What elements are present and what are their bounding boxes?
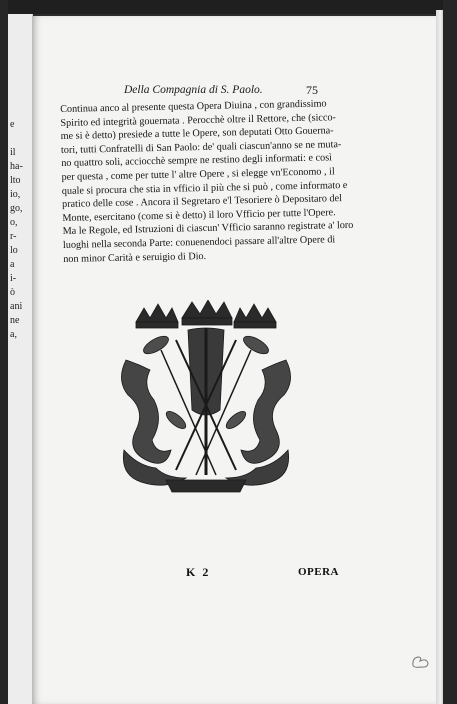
text-line: pratico delle cose . Ancora il Segretaro e'l Tesoriere ò Depositaro del — [62, 193, 343, 211]
text-line: non minor Carità e seruigio di Dio. — [63, 250, 207, 265]
left-page-fragment: lto — [10, 175, 21, 186]
left-page-fragment: io, — [10, 189, 21, 200]
pencil-mark-icon — [410, 652, 432, 670]
body-paragraph — [60, 97, 363, 266]
signature-mark: K 2 — [186, 565, 211, 579]
crowned-emblem-woodcut — [116, 300, 296, 495]
left-page-fragment: i- — [10, 273, 17, 284]
text-line: no quattro soli, acciocchè sempre ne restino degli informati: e così — [61, 152, 333, 170]
left-page-fragment: ani — [10, 301, 23, 312]
left-page-fragment: r- — [10, 231, 17, 242]
text-line: tori, tutti Confratelli di San Paolo: de' quali ciascun'anno se ne muta- — [60, 138, 342, 156]
scan-background-top — [0, 0, 457, 14]
left-page-fragment: a — [10, 259, 15, 270]
scan-background-right — [443, 0, 457, 704]
catchword: OPERA — [298, 566, 339, 578]
left-page-fragment: o, — [10, 217, 18, 228]
text-line: Continua anco al presente questa Opera Diuina , con grandissimo — [60, 98, 327, 115]
text-line: Ma le Regole, ed Istruzioni di ciascun' Vfficio saranno registrate a' loro — [62, 220, 354, 238]
left-page-fragment: il — [10, 147, 16, 158]
text-line: per questa , come per tutte l' altre Opere , si elegge vn'Economo , il — [61, 166, 335, 183]
left-page-fragment: e — [10, 119, 15, 130]
left-page-fragment: ha- — [10, 161, 23, 172]
left-page-fragment: ne — [10, 315, 20, 326]
text-line: Monte, esercitano (come si è detto) il loro Vfficio per tutte l'Opere. — [62, 207, 336, 224]
scan-background-left — [0, 0, 8, 704]
left-page-fragment: ò — [10, 287, 15, 298]
left-page-edge — [8, 14, 33, 704]
running-head: Della Compagnia di S. Paolo. — [124, 84, 263, 96]
text-line: luoghi nella seconda Parte: conuenendoci passare all'altre Opere di — [62, 234, 336, 251]
left-page-fragment: a, — [10, 329, 17, 340]
page-number: 75 — [306, 83, 318, 97]
text-line: Spirito ed integrità gouernata . Perocchè oltre il Rettore, che (sicco- — [60, 111, 337, 129]
left-page-fragment: go, — [10, 203, 23, 214]
left-page-fragment: lo — [10, 245, 18, 256]
text-line: quale si procura che stia in vfficio il più che si può , come informato e — [61, 179, 348, 197]
text-line: me si è detto) presiede a tutte le Opere, son deputati Otto Gouerna- — [60, 125, 334, 143]
